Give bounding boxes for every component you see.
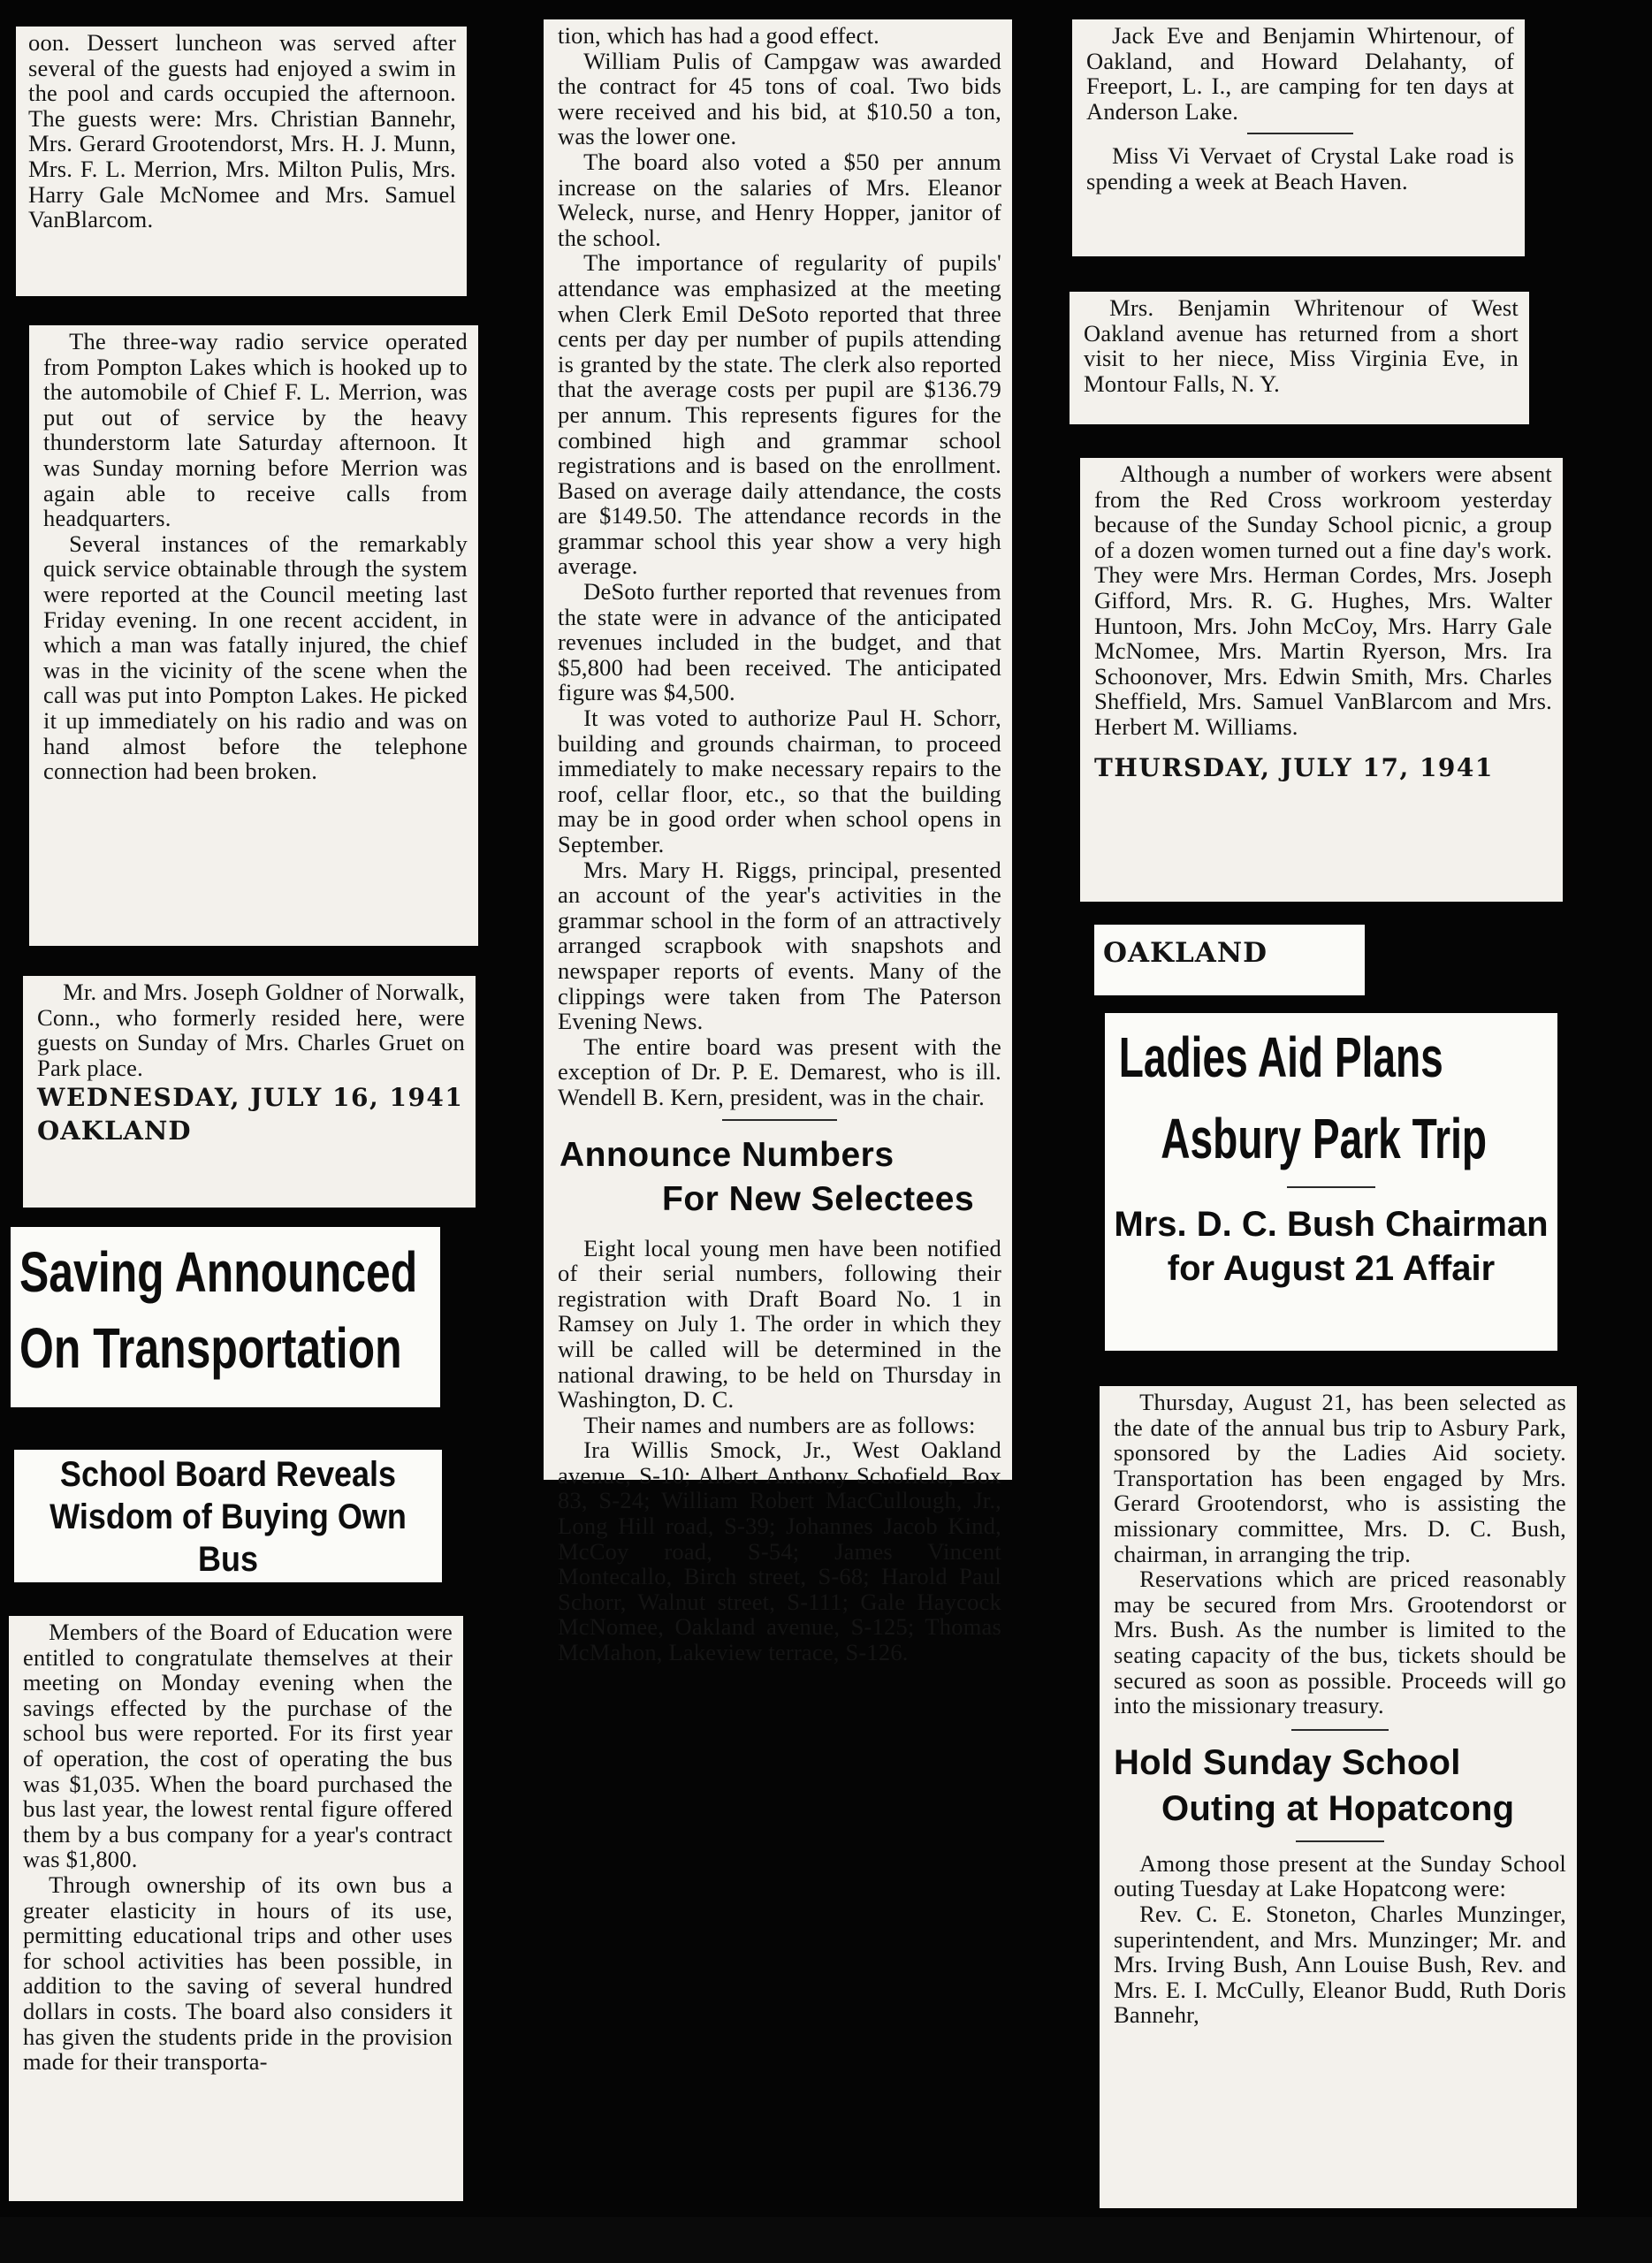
outing-paragraph-2: Rev. C. E. Stoneton, Charles Munzinger, superintendent, and Mrs. Munzinger; Mr. and Mrs. Irving Bush, Ann Louise Bush, Rev. and Mrs. E. I. McCully, Eleanor Budd, Ruth Doris Bannehr, xyxy=(1114,1900,1566,2029)
headline-sunday-school xyxy=(1114,1740,1566,1832)
luncheon-text: oon. Dessert luncheon was served after several of the guests had enjoyed a swim in the pool and cards occupied the afternoon. The guests were: Mrs. Christian Bannehr, Mrs. Gerard Grootendorst, Mrs. H. J. Munn, Mrs. F. L. Merrion, Mrs. Milton Pulis, Mrs. Harry Gale McNomee and Mrs. Samuel VanBlarcom. xyxy=(28,29,456,233)
board-paragraph-2: Through ownership of its own bus a greater elasticity in hours of its use, permitting educational trips and other uses for school activities has been possible, in addition to the saving of several hundred dollars in costs. The board also considers it has given the students pride in the provision made for their transporta- xyxy=(23,1871,453,2076)
headline-sunday-line-1: Hold Sunday School xyxy=(1114,1742,1461,1782)
divider-rule xyxy=(722,1119,837,1121)
divider-rule-ladies xyxy=(1287,1186,1375,1188)
selectees-paragraph-1: Eight local young men have been notified of their serial numbers, following their registration with Draft Board No. 1 in Ramsey on July 1. The order in which they will be called will be determined in the national drawing, to be held on Thursday in Washington, D. C. xyxy=(558,1234,1001,1413)
outing-paragraph-1: Among those present at the Sunday School outing Tuesday at Lake Hopatcong were: xyxy=(1114,1849,1566,1902)
clipping-school-board-continued xyxy=(544,19,1012,1666)
red-cross-text: Although a number of workers were absent from the Red Cross workroom yesterday because of the Sunday School picnic, a group of a dozen women turned out a fine day's work. They were Mrs. Herman Cordes, Mrs. Joseph Gifford, Mrs. R. G. Hughes, Mrs. Walter Huntoon, Mrs. John McCoy, Mrs. Harry Gale McNomee, Mrs. Martin Ryerson, Mrs. Ira Schoonover, Mrs. Edwin Smith, Mrs. Charles Sheffield, Mrs. Samuel VanBlarcom and Mrs. Herbert M. Williams. xyxy=(1094,461,1552,740)
clipping-goldner xyxy=(23,976,476,1208)
divider-rule-camping xyxy=(1247,133,1353,134)
subhead-school-board-text: School Board Reveals Wisdom of Buying Own Bus xyxy=(49,1455,407,1579)
repairs-paragraph: It was voted to authorize Paul H. Schorr, building and grounds chairman, to proceed immediately to make necessary repairs to the roof, cellar floor, etc., so that the building may be in good order when school opens in September. xyxy=(558,705,1001,857)
vervaet-text: Miss Vi Vervaet of Crystal Lake road is spending a week at Beach Haven. xyxy=(1086,142,1514,194)
goldner-text: Mr. and Mrs. Joseph Goldner of Norwalk, Conn., who formerly resided here, were guests on Sunday of Mrs. Charles Gruet on Park place. xyxy=(37,979,465,1081)
camping-text: Jack Eve and Benjamin Whirtenour, of Oakland, and Howard Delahanty, of Freeport, L. I., are camping for ten days at Anderson Lake. xyxy=(1086,22,1514,125)
coal-contract-paragraph: William Pulis of Campgaw was awarded the contract for 45 tons of coal. Two bids were received and his bid, at $10.50 a ton, was the lower one. xyxy=(558,47,1001,150)
radio-paragraph-1: The three-way radio service operated from Pompton Lakes which is hooked up to the automobile of Chief F. L. Merrion, was put out of service by the heavy thunderstorm late Saturday afternoon. It was Sunday morning before Merrion was again able to receive calls from headquarters. xyxy=(43,328,468,532)
divider-rule-sunday xyxy=(1296,1840,1384,1842)
headline-ladies-line-2: Asbury Park Trip xyxy=(1161,1107,1488,1170)
clipping-board-of-education xyxy=(9,1616,463,2201)
dateline-thursday: THURSDAY, JULY 17, 1941 xyxy=(1094,752,1494,782)
headline-ladies-line-1: Ladies Aid Plans xyxy=(1118,1025,1443,1089)
clipping-ladies-aid-article xyxy=(1100,1386,1577,2208)
salary-paragraph: The board also voted a $50 per annum increase on the salaries of Mrs. Eleanor Weleck, nurse, and Henry Hopper, janitor of the school. xyxy=(558,148,1001,251)
attendance-paragraph: The importance of regularity of pupils' attendance was emphasized at the meeting when Clerk Emil DeSoto reported that three cents per day per number of pupils attending is granted by the state. The clerk also reported that the average costs per pupil are $136.79 per annum. This represents figures for the combined high and grammar school registrations and is based on the enrollment. Based on average daily attendance, the costs are $149.50. The attendance records in the grammar school this year show a very high average. xyxy=(558,249,1001,580)
scrapbook-paragraph: Mrs. Mary H. Riggs, principal, presented an account of the year's activities in the grammar school in the form of an attractively arranged scrapbook with snapshots and newspaper reports of events. Many of the clippings were taken from The Paterson Evening News. xyxy=(558,856,1001,1035)
divider-rule-aid xyxy=(1291,1729,1389,1731)
whritenour-text: Mrs. Benjamin Whritenour of West Oakland avenue has returned from a short visit to her niece, Miss Virginia Eve, in Montour Falls, N. Y. xyxy=(1084,294,1519,397)
scan-bottom-edge xyxy=(0,2217,1652,2263)
clipping-radio-service xyxy=(29,325,478,946)
headline-announce-numbers xyxy=(558,1133,1001,1222)
clipping-red-cross xyxy=(1080,458,1563,902)
headline-ladies-aid xyxy=(1105,1013,1557,1351)
kicker-oakland-2: OAKLAND xyxy=(1103,937,1268,969)
board-present-paragraph: The entire board was present with the exception of Dr. P. E. Demarest, who is ill. Wendell B. Kern, president, was in the chair. xyxy=(558,1032,1001,1110)
headline-saving-text: Saving Announced On Transportation xyxy=(19,1240,418,1380)
headline-saving-announced xyxy=(11,1227,440,1407)
board-paragraph-1: Members of the Board of Education were entitled to congratulate themselves at their meeting on Monday evening when the savings effected by the purchase of the school bus were reported. For its first year of operation, the cost of operating the bus was $1,035. When the board purchased the bus last year, the lowest rental figure offered them by a bus company for a year's contract was $1,800. xyxy=(23,1619,453,1873)
headline-ladies-aid-box xyxy=(1114,1017,1534,1179)
selectees-paragraph-2: Their names and numbers are as follows: xyxy=(583,1411,976,1438)
subhead-bush-chairman: Mrs. D. C. Bush Chairman for August 21 Affair xyxy=(1114,1205,1549,1288)
headline-announce-line-1: Announce Numbers xyxy=(560,1135,895,1174)
selectees-list: Ira Willis Smock, Jr., West Oakland avenue, S-10; Albert Anthony Schofield, Box 83, S-24; William Robert MacCullough, Jr., Long Hill road, S-39; Johannes Jacob Kind, McCoy road, S-54; James Vincent Montecallo, Birch street, S-68; Harold Paul Schorr, Walnut street, S-111; Gale Haycock McNomee, Oakland avenue, S-125; Thomas McMahon, Lakeview terrace, S-126. xyxy=(558,1436,1001,1666)
headline-announce-line-2: For New Selectees xyxy=(662,1179,975,1218)
subhead-school-board xyxy=(14,1450,442,1582)
headline-sunday-line-2: Outing at Hopatcong xyxy=(1161,1788,1515,1828)
ladies-aid-paragraph-1: Thursday, August 21, has been selected as the date of the annual bus trip to Asbury Park, sponsored by the Ladies Aid society. Transportation has been engaged by Mrs. Gerard Grootendorst, who is assisting the missionary committee, Mrs. D. C. Bush, chairman, in arranging the trip. xyxy=(1114,1389,1566,1567)
dateline-wednesday: WEDNESDAY, JULY 16, 1941 xyxy=(37,1083,464,1113)
kicker-box-oakland-2 xyxy=(1094,925,1365,995)
board-continued-text: tion, which has had a good effect. xyxy=(558,22,879,49)
radio-paragraph-2: Several instances of the remarkably quick service obtainable through the system were reported at the Council meeting last Friday evening. In one recent accident, in which a man was fatally injured, the chief was in the vicinity of the scene when the call was put into Pompton Lakes. He picked it up immediately on his radio and was on hand almost before the telephone connection had been broken. xyxy=(43,530,468,785)
kicker-oakland-1: OAKLAND xyxy=(37,1115,192,1146)
clipping-whritenour xyxy=(1070,292,1529,424)
clipping-luncheon xyxy=(16,27,467,296)
revenues-paragraph: DeSoto further reported that revenues from the state were in advance of the anticipated revenues included in the budget, and that $5,800 had been received. The anticipated figure was $4,500. xyxy=(558,578,1001,706)
clipping-camping xyxy=(1072,19,1525,256)
ladies-aid-paragraph-2: Reservations which are priced reasonably may be secured from Mrs. Grootendorst or Mrs. Bush. As the number is limited to the seating capacity of the bus, tickets should be secured as soon as possible. Proceeds will go into the missionary treasury. xyxy=(1114,1566,1566,1719)
